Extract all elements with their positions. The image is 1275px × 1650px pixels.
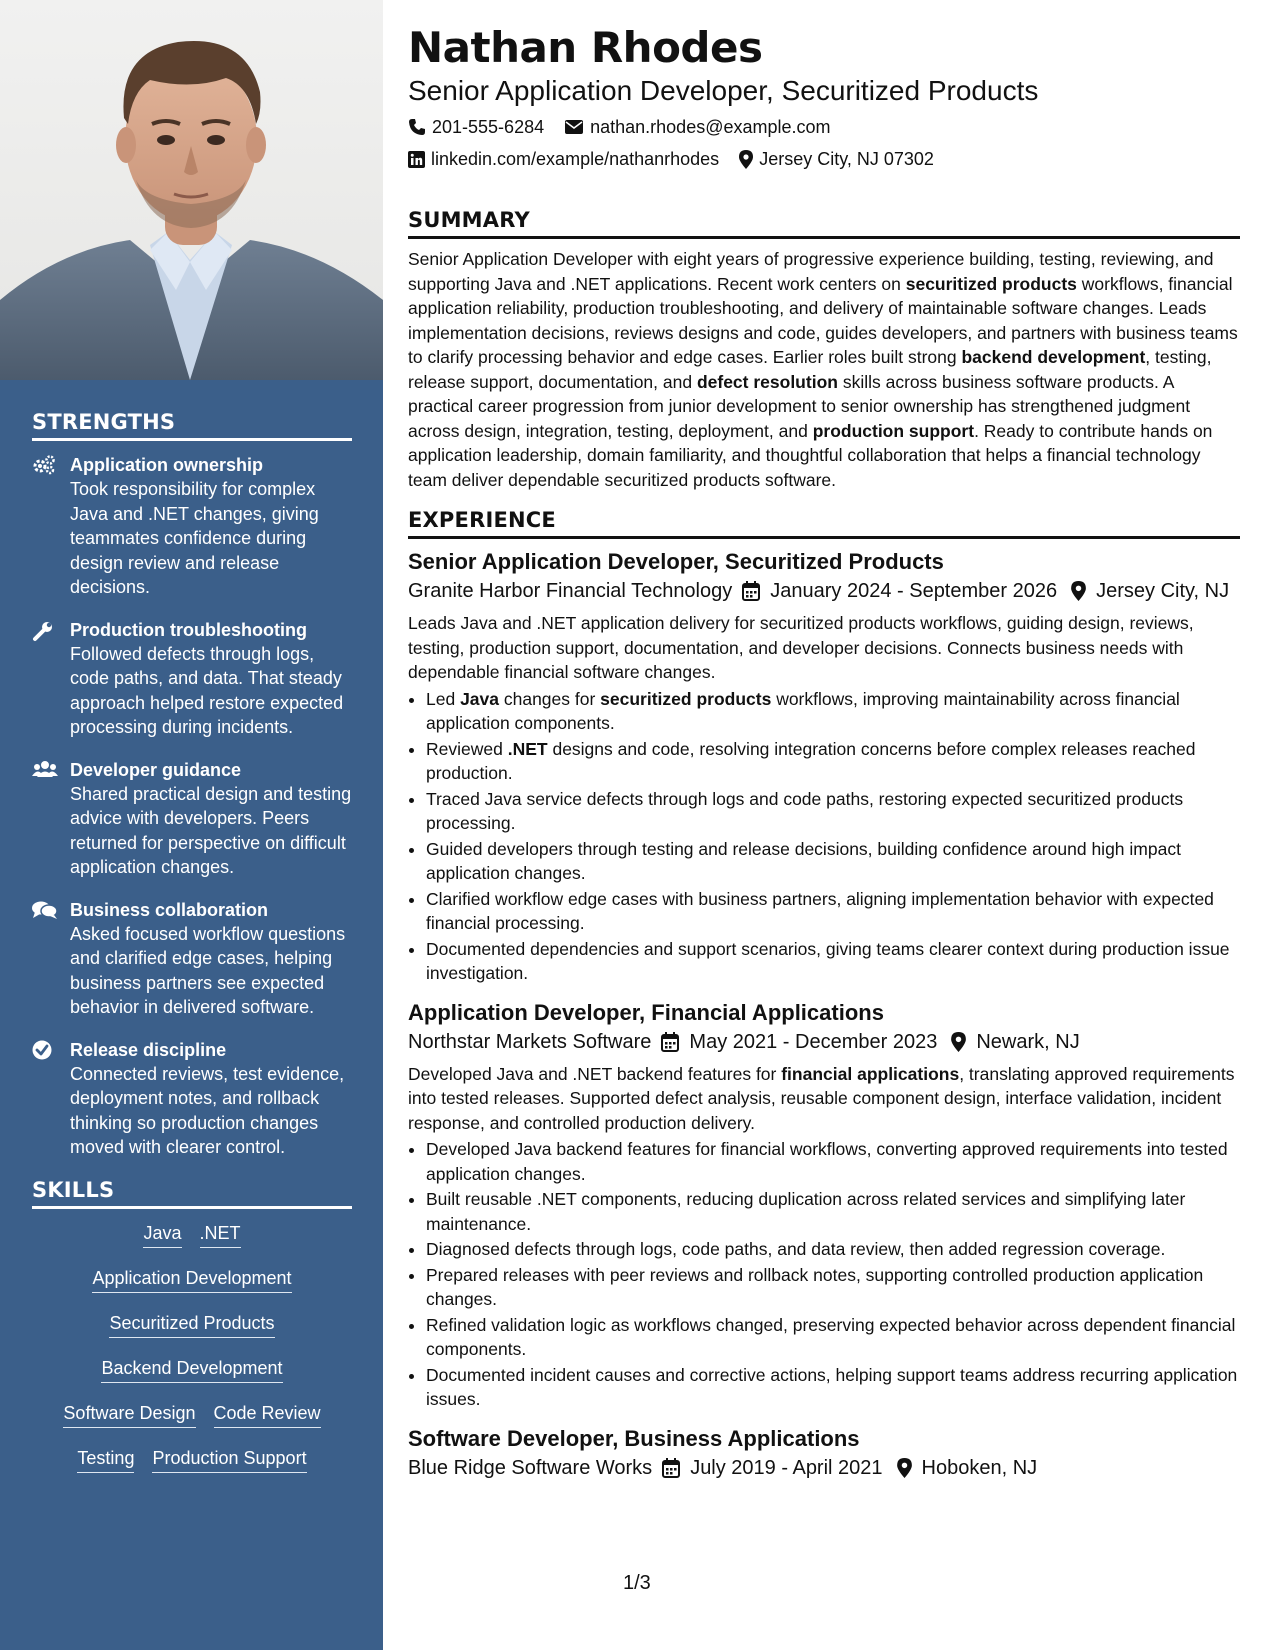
- strength-title: Business collaboration: [70, 899, 269, 920]
- job-company: Granite Harbor Financial Technology: [408, 580, 733, 602]
- bullet-item: [426, 787, 1240, 836]
- strength-item: [32, 618, 352, 740]
- bullet-item: [426, 937, 1240, 986]
- job-bullets: [408, 1137, 1240, 1412]
- profile-photo-illustration: [0, 0, 383, 380]
- bullet-item: [426, 1363, 1240, 1412]
- bold-keyword: .NET: [507, 738, 548, 759]
- job-entry: [408, 547, 1240, 986]
- bold-keyword: securitized products: [600, 688, 772, 709]
- skill-row: [32, 1446, 352, 1473]
- job-meta: [408, 577, 1240, 605]
- text-run: Reviewed: [426, 738, 508, 759]
- text-run: skills across business software products. A practical career progression from junior development to senior ownership has strengthened judgment across design, integration, testing, deployment, and: [408, 371, 1191, 441]
- contact-email[interactable]: [564, 116, 830, 138]
- job-company: Northstar Markets Software: [408, 1030, 652, 1053]
- strength-title: Production troubleshooting: [70, 619, 307, 640]
- calendar-icon: [742, 581, 760, 601]
- text-run: Prepared releases with peer reviews and rollback notes, supporting controlled production application changes.: [426, 1264, 1204, 1309]
- job-entry: [408, 1424, 1240, 1482]
- text-run: changes for: [499, 688, 601, 709]
- strengths-heading: STRENGTHS: [32, 410, 352, 441]
- skills-list: [32, 1221, 352, 1473]
- job-dates: May 2021 - December 2023: [689, 1030, 938, 1053]
- skill-row: [32, 1401, 352, 1428]
- comments-icon: [32, 898, 70, 1020]
- job-dates: January 2024 - September 2026: [770, 580, 1058, 602]
- skill-tag: Securitized Products: [109, 1311, 274, 1338]
- contact-row: [408, 148, 1240, 170]
- skill-row: [32, 1311, 352, 1338]
- text-run: Refined validation logic as workflows changed, preserving expected behavior across dependent financial components.: [426, 1314, 1236, 1359]
- bold-keyword: financial applications: [781, 1063, 960, 1084]
- candidate-name: Nathan Rhodes: [408, 23, 763, 72]
- strength-desc: Took responsibility for complex Java and .NET changes, giving teammates confidence during design review and release decisions.: [70, 479, 319, 597]
- skill-row: [32, 1266, 352, 1293]
- strength-desc: Connected reviews, test evidence, deployment notes, and rollback thinking so production changes moved with clearer control.: [70, 1063, 345, 1157]
- gears-icon: [32, 453, 70, 600]
- text-run: Leads Java and .NET application delivery for securitized products workflows, guiding design, reviews, testing, production support, documentation, and developer decisions. Connects business needs with dependable financial software changes.: [408, 613, 1194, 682]
- strength-title: Application ownership: [70, 455, 264, 475]
- job-location: Hoboken, NJ: [921, 1456, 1038, 1479]
- strength-item: [32, 758, 352, 880]
- bullet-item: [426, 737, 1240, 786]
- text-run: . Ready to contribute hands on application leadership, domain familiarity, and thoughtful collaboration that helps a financial technology team deliver dependable securitized products software.: [408, 420, 1213, 490]
- text-run: Developed Java backend features for financial workflows, converting approved requirements into tested application changes.: [426, 1139, 1228, 1184]
- text-run: Led: [426, 688, 461, 709]
- check-circle-icon: [32, 1038, 70, 1160]
- calendar-icon: [662, 1458, 680, 1478]
- strength-desc: Asked focused workflow questions and clarified edge cases, helping business partners see expected behavior in delivered software.: [70, 923, 346, 1017]
- strength-title: Release discipline: [70, 1039, 227, 1060]
- location-text: Jersey City, NJ 07302: [759, 149, 934, 169]
- bullet-item: [426, 1187, 1240, 1236]
- bold-keyword: defect resolution: [696, 371, 838, 392]
- sidebar: [0, 0, 383, 1650]
- bullet-item: [426, 887, 1240, 936]
- text-run: Traced Java service defects through logs and code paths, restoring expected securitized products processing.: [426, 788, 1184, 833]
- map-marker-icon: [951, 1032, 966, 1052]
- text-run: Guided developers through testing and release decisions, building confidence around high impact application changes.: [426, 838, 1181, 883]
- envelope-icon: [564, 119, 584, 135]
- experience-list: [408, 547, 1240, 1482]
- skills-heading: SKILLS: [32, 1178, 352, 1209]
- job-title: Software Developer, Business Applications: [408, 1425, 860, 1451]
- job-dates: July 2019 - April 2021: [690, 1456, 883, 1479]
- bold-keyword: securitized products: [905, 273, 1077, 294]
- bold-keyword: production support: [812, 420, 975, 441]
- text-run: workflows, financial application reliability, production troubleshooting, and delivery of maintainable software changes. Leads implementation decisions, reviews designs and code, guides developers, and partners with business teams to clarify processing behavior and edge cases. Earlier roles built strong: [408, 273, 1238, 367]
- email-text: nathan.rhodes@example.com: [590, 117, 831, 137]
- text-run: Built reusable .NET components, reducing duplication across related services and simplifying later maintenance.: [426, 1189, 1186, 1234]
- skill-tag: Testing: [77, 1446, 134, 1473]
- skill-tag: Software Design: [63, 1401, 195, 1428]
- job-meta: [408, 1454, 1240, 1482]
- bold-keyword: backend development: [961, 347, 1146, 367]
- bullet-item: [426, 1137, 1240, 1186]
- strength-desc: Shared practical design and testing advice with developers. Peers returned for perspective on difficult application changes.: [70, 783, 352, 877]
- bullet-item: [426, 837, 1240, 886]
- skill-tag: Java: [143, 1221, 181, 1248]
- text-run: Clarified workflow edge cases with business partners, aligning implementation behavior with expected financial processing.: [426, 888, 1214, 933]
- map-marker-icon: [897, 1458, 912, 1478]
- text-run: Developed Java and .NET backend features for: [408, 1063, 782, 1084]
- job-location: Newark, NJ: [976, 1030, 1080, 1053]
- text-run: , translating approved requirements into tested releases. Supported defect analysis, reusable component design, interface validation, incident response, and controlled production delivery.: [408, 1063, 1235, 1133]
- summary-text: [408, 247, 1240, 492]
- experience-heading: EXPERIENCE: [408, 508, 1240, 539]
- map-marker-icon: [739, 150, 753, 169]
- wrench-icon: [32, 618, 70, 740]
- job-company: Blue Ridge Software Works: [408, 1456, 653, 1479]
- bullet-item: [426, 1263, 1240, 1312]
- map-marker-icon: [1071, 581, 1086, 601]
- skill-tag: Backend Development: [101, 1356, 282, 1383]
- text-run: Diagnosed defects through logs, code paths, and data review, then added regression coverage.: [426, 1239, 1166, 1259]
- contact-phone: [408, 116, 544, 138]
- strength-title: Developer guidance: [70, 759, 242, 780]
- profile-photo: [0, 0, 383, 380]
- job-bullets: [408, 687, 1240, 986]
- skill-tag: Production Support: [152, 1446, 306, 1473]
- job-meta: [408, 1028, 1240, 1056]
- text-run: , testing, release support, documentation, and: [408, 347, 1212, 392]
- strength-desc: Followed defects through logs, code paths, and data. That steady approach helped restore expected processing during incidents.: [70, 643, 344, 737]
- linkedin-text: linkedin.com/example/nathanrhodes: [431, 149, 720, 169]
- contact-linkedin[interactable]: [408, 148, 719, 170]
- strength-item: [32, 453, 352, 600]
- bold-keyword: Java: [460, 688, 499, 709]
- main-content: [408, 22, 1240, 1482]
- strength-item: [32, 1038, 352, 1160]
- bullet-item: [426, 687, 1240, 736]
- phone-text: 201-555-6284: [432, 117, 545, 137]
- sidebar-content: [32, 410, 352, 1491]
- page-number: 1/3: [623, 1572, 651, 1594]
- skill-tag: Code Review: [214, 1401, 321, 1428]
- job-description: [408, 611, 1240, 685]
- candidate-title: Senior Application Developer, Securitized Products: [408, 75, 1039, 106]
- phone-icon: [408, 118, 426, 136]
- linkedin-icon: [408, 151, 425, 168]
- text-run: Documented incident causes and corrective actions, helping support teams address recurring application issues.: [426, 1364, 1238, 1409]
- text-run: designs and code, resolving integration concerns before complex releases reached production.: [426, 738, 1196, 783]
- users-icon: [32, 758, 70, 880]
- summary-heading: SUMMARY: [408, 208, 1240, 239]
- job-description: [408, 1062, 1240, 1136]
- skill-tag: .NET: [200, 1221, 241, 1248]
- skill-tag: Application Development: [92, 1266, 291, 1293]
- job-entry: [408, 998, 1240, 1412]
- contact-row: [408, 116, 1240, 138]
- job-title: Senior Application Developer, Securitized Products: [408, 549, 944, 574]
- bullet-item: [426, 1313, 1240, 1362]
- text-run: Documented dependencies and support scenarios, giving teams clearer context during production issue investigation.: [426, 938, 1230, 983]
- bullet-item: [426, 1237, 1240, 1262]
- job-title: Application Developer, Financial Applications: [408, 999, 884, 1025]
- skill-row: [32, 1356, 352, 1383]
- calendar-icon: [661, 1032, 679, 1052]
- job-location: Jersey City, NJ: [1096, 580, 1230, 602]
- strength-item: [32, 898, 352, 1020]
- text-run: Senior Application Developer with eight years of progressive experience building, testing, reviewing, and supporting Java and .NET applications. Recent work centers on: [408, 249, 1214, 294]
- text-run: workflows, improving maintainability across financial application components.: [426, 688, 1180, 733]
- contact-location: [739, 148, 934, 170]
- skill-row: [32, 1221, 352, 1248]
